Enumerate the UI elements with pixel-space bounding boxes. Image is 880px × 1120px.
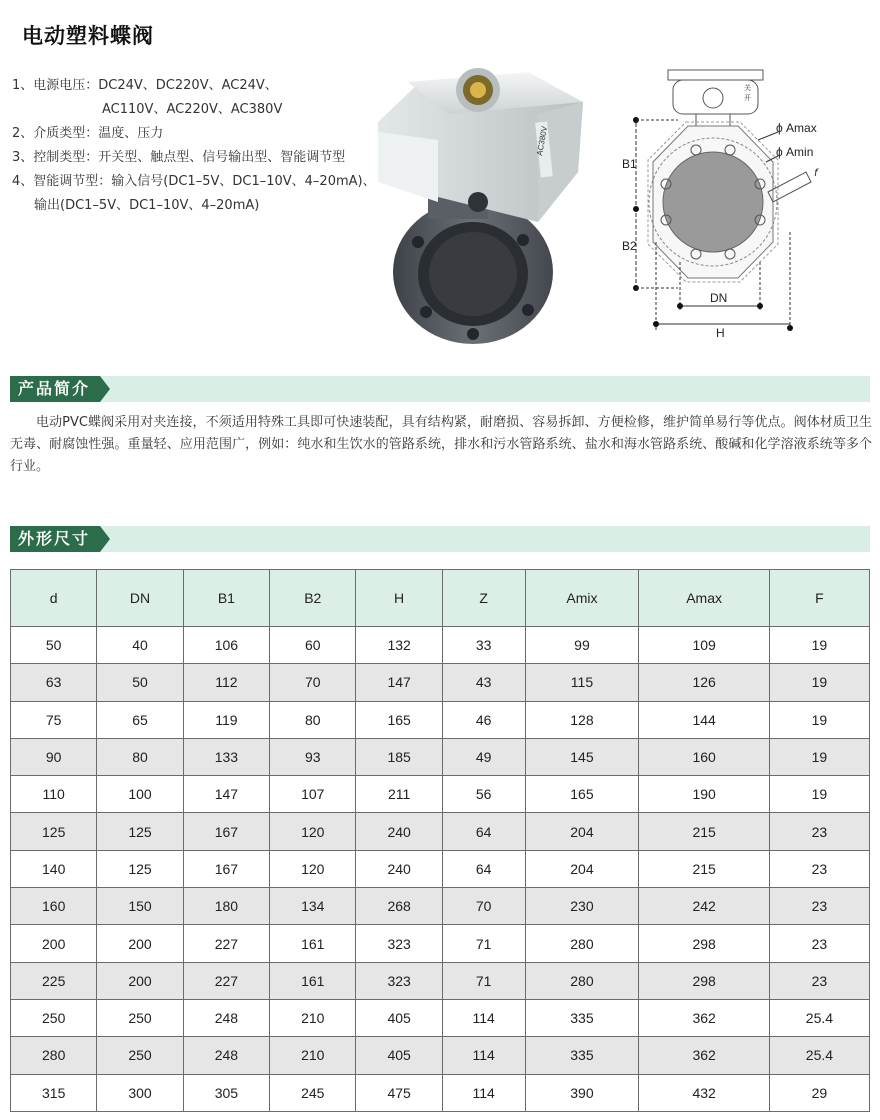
table-cell: 46 [442, 701, 525, 738]
diagram-label-dn: DN [710, 291, 728, 305]
table-cell: 70 [442, 888, 525, 925]
table-cell: 75 [11, 701, 97, 738]
table-cell: 315 [11, 1074, 97, 1111]
table-cell: 50 [11, 627, 97, 664]
table-cell: 114 [442, 1037, 525, 1074]
table-row [11, 888, 870, 925]
column-header: B1 [183, 570, 269, 627]
table-cell: 204 [525, 813, 639, 850]
table-cell: 248 [183, 1037, 269, 1074]
dimensions-table [10, 569, 870, 1112]
table-cell: 106 [183, 627, 269, 664]
table-cell: 432 [639, 1074, 769, 1111]
table-cell: 210 [270, 999, 356, 1036]
intro-paragraph: 电动PVC蝶阀采用对夹连接，不须适用特殊工具即可快速装配，具有结构紧，耐磨损、容易拆卸、方便检修，维护简单易行等优点。阀体材质卫生无毒、耐腐蚀性强。重量轻、应用范围广，例如：纯水和生饮水的管路系统，排水和污水管路系统、盐水和海水管路系统、酸碱和化学溶液系统等多个行业。 [10, 415, 872, 474]
table-cell: 215 [639, 813, 769, 850]
table-cell: 133 [183, 738, 269, 775]
table-cell: 160 [11, 888, 97, 925]
table-row [11, 1074, 870, 1111]
table-row [11, 664, 870, 701]
table-cell: 114 [442, 1074, 525, 1111]
table-row [11, 925, 870, 962]
spec-item-power-cont: AC110V、AC220V、AC380V [102, 102, 283, 117]
table-cell: 248 [183, 999, 269, 1036]
table-cell: 147 [183, 776, 269, 813]
table-cell: 29 [769, 1074, 869, 1111]
table-row [11, 701, 870, 738]
table-cell: 225 [11, 962, 97, 999]
diagram-label-b2: B2 [622, 239, 637, 253]
table-cell: 71 [442, 925, 525, 962]
table-cell: 23 [769, 888, 869, 925]
table-cell: 90 [11, 738, 97, 775]
valve-photo [378, 62, 600, 352]
table-cell: 335 [525, 1037, 639, 1074]
table-cell: 70 [270, 664, 356, 701]
photo-voltage-label: AC380V [535, 125, 550, 157]
column-header: Z [442, 570, 525, 627]
table-cell: 33 [442, 627, 525, 664]
table-cell: 200 [97, 925, 183, 962]
table-cell: 19 [769, 664, 869, 701]
table-cell: 23 [769, 850, 869, 887]
column-header: Amax [639, 570, 769, 627]
table-cell: 60 [270, 627, 356, 664]
table-cell: 215 [639, 850, 769, 887]
table-cell: 167 [183, 813, 269, 850]
table-cell: 298 [639, 962, 769, 999]
table-cell: 323 [356, 925, 442, 962]
table-cell: 147 [356, 664, 442, 701]
table-cell: 125 [11, 813, 97, 850]
table-cell: 128 [525, 701, 639, 738]
table-cell: 250 [97, 999, 183, 1036]
table-row [11, 627, 870, 664]
table-cell: 71 [442, 962, 525, 999]
table-cell: 19 [769, 627, 869, 664]
diagram-label-h: H [716, 326, 725, 340]
table-cell: 80 [97, 738, 183, 775]
table-row [11, 999, 870, 1036]
spec-item-power: 1、电源电压：DC24V、DC220V、AC24V、 [12, 78, 278, 93]
table-cell: 132 [356, 627, 442, 664]
table-cell: 280 [11, 1037, 97, 1074]
table-cell: 100 [97, 776, 183, 813]
table-cell: 165 [525, 776, 639, 813]
table-cell: 64 [442, 850, 525, 887]
table-cell: 112 [183, 664, 269, 701]
table-cell: 25.4 [769, 1037, 869, 1074]
table-cell: 300 [97, 1074, 183, 1111]
table-cell: 185 [356, 738, 442, 775]
table-cell: 250 [97, 1037, 183, 1074]
table-cell: 49 [442, 738, 525, 775]
diagram-label-open: 开 [744, 94, 751, 102]
table-cell: 227 [183, 925, 269, 962]
table-cell: 40 [97, 627, 183, 664]
column-header: H [356, 570, 442, 627]
table-cell: 190 [639, 776, 769, 813]
table-cell: 161 [270, 962, 356, 999]
table-cell: 19 [769, 776, 869, 813]
table-cell: 145 [525, 738, 639, 775]
table-cell: 250 [11, 999, 97, 1036]
table-cell: 125 [97, 850, 183, 887]
table-cell: 305 [183, 1074, 269, 1111]
table-cell: 475 [356, 1074, 442, 1111]
table-cell: 56 [442, 776, 525, 813]
table-cell: 204 [525, 850, 639, 887]
column-header: Amix [525, 570, 639, 627]
column-header: d [11, 570, 97, 627]
table-cell: 323 [356, 962, 442, 999]
table-cell: 134 [270, 888, 356, 925]
table-cell: 120 [270, 850, 356, 887]
table-cell: 114 [442, 999, 525, 1036]
table-cell: 19 [769, 738, 869, 775]
table-cell: 362 [639, 999, 769, 1036]
page-title: 电动塑料蝶阀 [22, 24, 154, 48]
table-cell: 23 [769, 962, 869, 999]
table-cell: 242 [639, 888, 769, 925]
table-cell: 280 [525, 962, 639, 999]
table-cell: 23 [769, 925, 869, 962]
table-cell: 268 [356, 888, 442, 925]
table-cell: 99 [525, 627, 639, 664]
section-intro-bar [10, 376, 870, 402]
table-cell: 64 [442, 813, 525, 850]
table-cell: 93 [270, 738, 356, 775]
table-cell: 140 [11, 850, 97, 887]
table-cell: 65 [97, 701, 183, 738]
diagram-label-close: 关 [744, 84, 751, 92]
table-cell: 405 [356, 1037, 442, 1074]
table-cell: 110 [11, 776, 97, 813]
column-header: DN [97, 570, 183, 627]
spec-item-control: 3、控制类型：开关型、触点型、信号输出型、智能调节型 [12, 150, 346, 165]
table-cell: 23 [769, 813, 869, 850]
table-cell: 210 [270, 1037, 356, 1074]
table-cell: 80 [270, 701, 356, 738]
table-cell: 280 [525, 925, 639, 962]
table-cell: 211 [356, 776, 442, 813]
diagram-label-b1: B1 [622, 157, 637, 171]
table-row [11, 850, 870, 887]
table-cell: 180 [183, 888, 269, 925]
table-cell: 126 [639, 664, 769, 701]
table-cell: 160 [639, 738, 769, 775]
table-cell: 63 [11, 664, 97, 701]
section-dims-title: 外形尺寸 [10, 526, 100, 552]
spec-list [12, 74, 392, 218]
table-cell: 144 [639, 701, 769, 738]
column-header: B2 [270, 570, 356, 627]
diagram-label-amax: ϕ Amax [776, 121, 817, 135]
table-cell: 240 [356, 850, 442, 887]
table-cell: 25.4 [769, 999, 869, 1036]
table-cell: 125 [97, 813, 183, 850]
table-cell: 245 [270, 1074, 356, 1111]
column-header: F [769, 570, 869, 627]
table-cell: 165 [356, 701, 442, 738]
section-intro-title: 产品简介 [10, 376, 100, 402]
table-cell: 50 [97, 664, 183, 701]
table-cell: 19 [769, 701, 869, 738]
table-cell: 150 [97, 888, 183, 925]
table-cell: 227 [183, 962, 269, 999]
table-cell: 119 [183, 701, 269, 738]
table-body [11, 627, 870, 1112]
table-cell: 200 [11, 925, 97, 962]
table-cell: 107 [270, 776, 356, 813]
dimension-diagram [608, 62, 870, 344]
table-cell: 405 [356, 999, 442, 1036]
table-cell: 115 [525, 664, 639, 701]
diagram-label-amin: ϕ Amin [776, 145, 814, 159]
table-cell: 390 [525, 1074, 639, 1111]
table-cell: 167 [183, 850, 269, 887]
table-row [11, 738, 870, 775]
table-row [11, 1037, 870, 1074]
table-row [11, 962, 870, 999]
table-cell: 200 [97, 962, 183, 999]
table-cell: 230 [525, 888, 639, 925]
table-cell: 109 [639, 627, 769, 664]
table-header-row [11, 570, 870, 627]
spec-item-medium: 2、介质类型：温度、压力 [12, 126, 164, 141]
table-cell: 240 [356, 813, 442, 850]
section-dims-bar [10, 526, 870, 552]
table-cell: 120 [270, 813, 356, 850]
table-cell: 43 [442, 664, 525, 701]
table-row [11, 813, 870, 850]
table-cell: 161 [270, 925, 356, 962]
table-row [11, 776, 870, 813]
spec-item-smart-cont: 输出(DC1–5V、DC1–10V、4–20mA) [34, 198, 260, 213]
spec-item-smart: 4、智能调节型：输入信号(DC1–5V、DC1–10V、4–20mA)、 [12, 174, 376, 189]
diagram-label-f: f [814, 168, 818, 179]
table-cell: 298 [639, 925, 769, 962]
table-cell: 335 [525, 999, 639, 1036]
table-cell: 362 [639, 1037, 769, 1074]
